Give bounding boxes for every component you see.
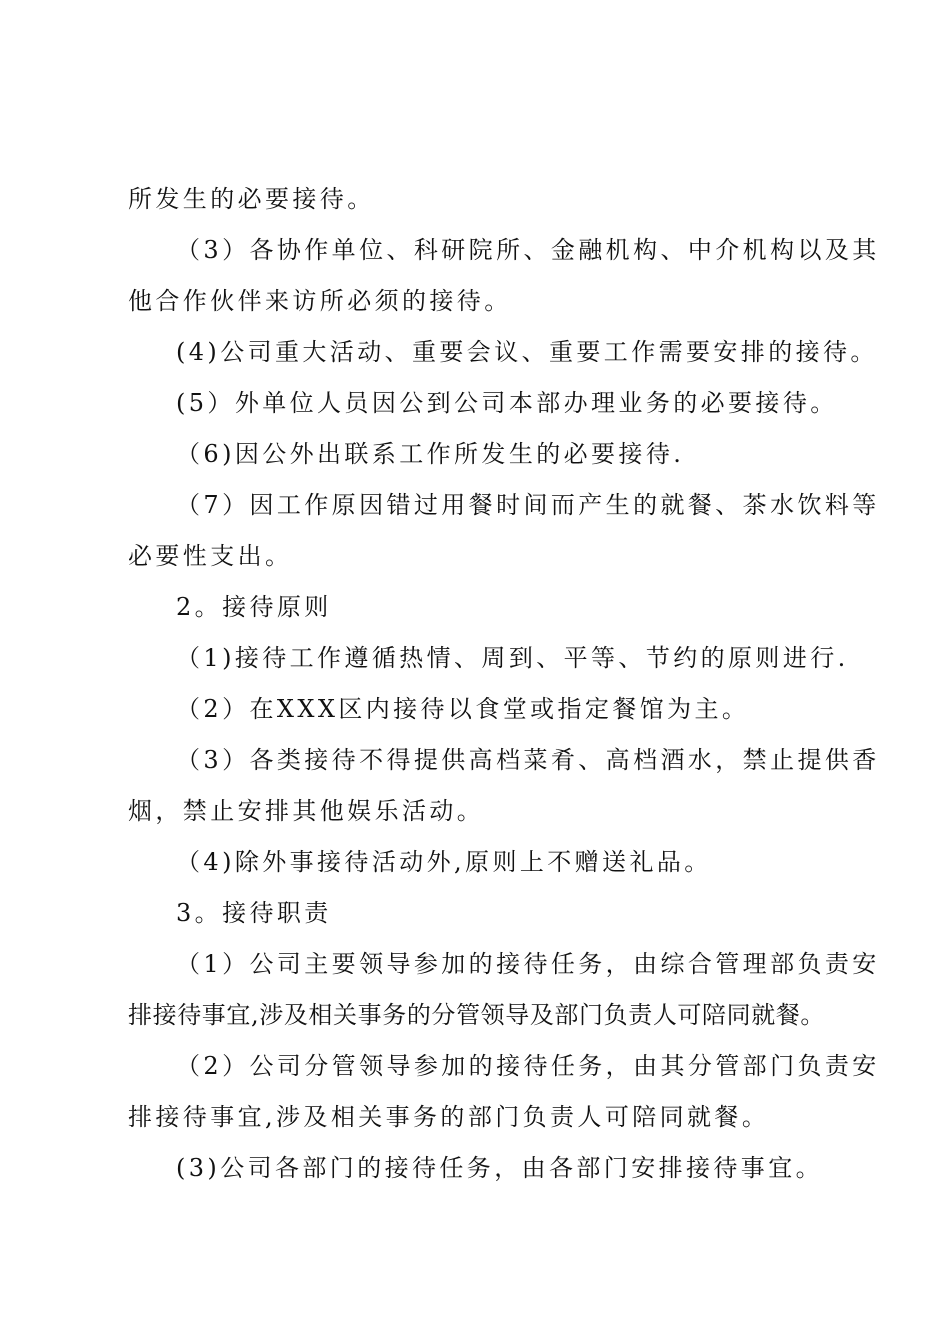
paragraph-line: 必要性支出。 xyxy=(128,542,293,570)
paragraph-line: （3）各协作单位、科研院所、金融机构、中介机构以及其 xyxy=(176,236,880,264)
paragraph-line: （2）公司分管领导参加的接待任务，由其分管部门负责安 xyxy=(176,1052,880,1080)
paragraph-line: 所发生的必要接待。 xyxy=(128,185,375,213)
paragraph-line: （1）公司主要领导参加的接待任务，由综合管理部负责安 xyxy=(176,950,880,978)
paragraph-line: (5）外单位人员因公到公司本部办理业务的必要接待。 xyxy=(176,389,838,417)
paragraph-line: （4)除外事接待活动外,原则上不赠送礼品。 xyxy=(176,848,712,876)
paragraph-line: (4)公司重大活动、重要会议、重要工作需要安排的接待。 xyxy=(176,338,878,366)
section-heading: 2。接待原则 xyxy=(176,593,332,621)
paragraph-line: （3）各类接待不得提供高档菜肴、高档酒水，禁止提供香 xyxy=(176,746,880,774)
paragraph-line: （1)接待工作遵循热情、周到、平等、节约的原则进行. xyxy=(176,644,849,672)
paragraph-line: 排接待事宜,涉及相关事务的分管领导及部门负责人可陪同就餐。 xyxy=(128,1001,826,1029)
paragraph-line: (3)公司各部门的接待任务，由各部门安排接待事宜。 xyxy=(176,1154,823,1182)
paragraph-line: （6)因公外出联系工作所发生的必要接待. xyxy=(176,440,685,468)
paragraph-line: 烟，禁止安排其他娱乐活动。 xyxy=(128,797,485,825)
paragraph-line: （7）因工作原因错过用餐时间而产生的就餐、茶水饮料等 xyxy=(176,491,880,519)
paragraph-line: 排接待事宜,涉及相关事务的部门负责人可陪同就餐。 xyxy=(128,1103,770,1131)
paragraph-line: （2）在XXX区内接待以食堂或指定餐馆为主。 xyxy=(176,695,750,723)
section-heading: 3。接待职责 xyxy=(176,899,332,927)
document-body xyxy=(128,174,880,1194)
paragraph-line: 他合作伙伴来访所必须的接待。 xyxy=(128,287,512,315)
